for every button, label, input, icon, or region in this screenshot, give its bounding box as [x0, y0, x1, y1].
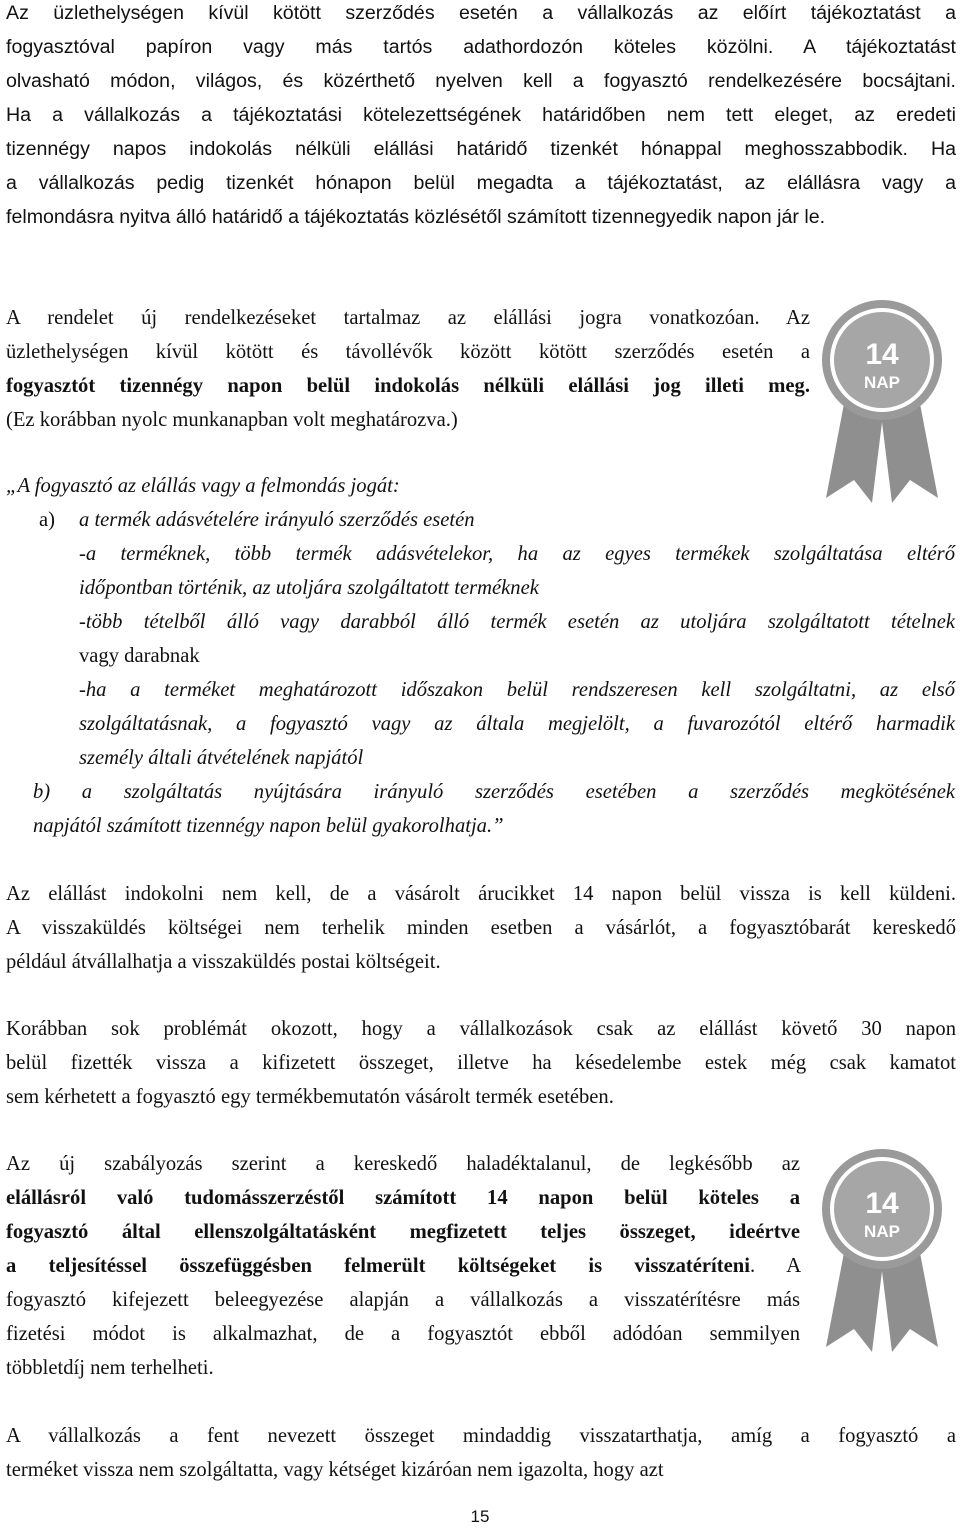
text-line: (Ez korábban nyolc munkanapban volt meghatározva.) — [6, 409, 458, 431]
paragraph-withhold-amount — [6, 1419, 956, 1487]
text-line: vagy darabnak — [79, 645, 200, 667]
text-line: Az elállást indokolni nem kell, de a vásárolt árucikket 14 napon belül vissza is kell küldeni. — [6, 883, 956, 905]
text-line: szolgáltatásnak, a fogyasztó vagy az általa megjelölt, a fuvarozótól eltérő harmadik — [79, 713, 955, 735]
rosette-icon — [812, 298, 952, 508]
text-tail: . A — [749, 1255, 800, 1277]
quote-b — [33, 775, 955, 843]
text-line: A vállalkozás a fent nevezett összeget mindaddig visszatarthatja, amíg a fogyasztó a — [6, 1425, 956, 1447]
paragraph-previous-problems — [6, 1012, 956, 1114]
badge-number: 14 — [865, 338, 899, 371]
badge-label: NAP — [864, 1222, 900, 1241]
rosette-icon — [812, 1147, 952, 1357]
bold-text: fogyasztót tizennégy napon belül indokolás nélküli elállási jog illeti meg. — [6, 375, 810, 397]
text-line: fizetési módot is alkalmazhat, de a fogyasztót ebből adódóan semmilyen — [6, 1323, 800, 1345]
14-day-badge-2 — [812, 1147, 952, 1357]
quote-a-marker: a) — [39, 509, 55, 531]
text-line: olvasható módon, világos, és közérthető nyelven kell a fogyasztó rendelkezésére bocsájtani. — [6, 70, 956, 92]
text-line-bold — [6, 1221, 800, 1243]
text-line: A visszaküldés költségei nem terhelik minden esetben a vásárlót, a fogyasztóbarát kereskedő — [6, 917, 956, 939]
text-line-bold — [6, 375, 810, 397]
bold-text: a teljesítéssel összefüggésben felmerült költségeket is visszatéríteni — [6, 1255, 750, 1277]
badge-label: NAP — [864, 373, 900, 392]
text-line: Az új szabályozás szerint a kereskedő haladéktalanul, de legkésőbb az — [6, 1153, 800, 1175]
text-line: belül fizették vissza a kifizetett összeget, illetve ha késedelembe estek még csak kamatot — [6, 1052, 956, 1074]
paragraph-return-costs — [6, 877, 956, 979]
badge-number: 14 — [865, 1187, 899, 1220]
text-line: Az üzlethelységen kívül kötött szerződés esetén a vállalkozás az előírt tájékoztatást a — [6, 2, 956, 24]
text-line: terméket vissza nem szolgáltatta, vagy kétséget kizáróan nem igazolta, hogy azt — [6, 1459, 664, 1481]
quote-a3 — [79, 673, 955, 775]
text-line: időpontban történik, az utoljára szolgáltatott terméknek — [79, 577, 539, 599]
quote-a-text: a termék adásvételére irányuló szerződés esetén — [79, 509, 475, 531]
text-line: felmondásra nyitva álló határidő a tájékoztatás közlésétől számított tizennegyedik napon jár — [6, 206, 799, 228]
text-line: a vállalkozás pedig tizenkét hónapon belül megadta a tájékoztatást, az elállásra vagy a — [6, 172, 956, 194]
paragraph-new-rules — [6, 301, 810, 437]
text-line-mixed — [6, 1255, 800, 1277]
text-line: Ha a vállalkozás a tájékoztatási kötelezettségének határidőben nem tett eleget, az eredeti — [6, 104, 956, 126]
page-number: 15 — [470, 1507, 490, 1526]
text-line: le. — [804, 206, 826, 228]
paragraph-refund-rules — [6, 1147, 800, 1385]
text-line: b) a szolgáltatás nyújtására irányuló szerződés esetében a szerződés megkötésének — [33, 781, 955, 803]
text-line: többletdíj nem terhelheti. — [6, 1357, 214, 1379]
text-line-bold — [6, 1187, 800, 1209]
quote-a1 — [79, 537, 955, 605]
text-line: napjától számított tizennégy napon belül gyakorolhatja.” — [33, 815, 504, 837]
paragraph-info-obligation — [6, 0, 956, 234]
quote-intro: „A fogyasztó az elállás vagy a felmondás jogát: — [6, 475, 400, 497]
text-line: üzlethelységen kívül kötött és távollévők között kötött szerződés esetén a — [6, 341, 810, 363]
text-line: A rendelet új rendelkezéseket tartalmaz az elállási jogra vonatkozóan. Az — [6, 307, 810, 329]
text-line: Korábban sok problémát okozott, hogy a vállalkozások csak az elállást követő 30 napon — [6, 1018, 956, 1040]
text-line: sem kérhetett a fogyasztó egy termékbemutatón vásárolt termék esetében. — [6, 1086, 614, 1108]
text-line: -a terméknek, több termék adásvételekor, ha az egyes termékek szolgáltatása eltérő — [79, 543, 955, 565]
text-line: -ha a terméket meghatározott időszakon belül rendszeresen kell szolgáltatni, az első — [79, 679, 955, 701]
text-line: tizennégy napos indokolás nélküli elállási határidő tizenkét hónappal meghosszabbodik. Ha — [6, 138, 956, 160]
quote-a2 — [79, 605, 955, 673]
bold-text: elállásról való tudomásszerzéstől számított 14 napon belül köteles a — [6, 1187, 800, 1209]
text-line: fogyasztóval papíron vagy más tartós adathordozón köteles közölni. A tájékoztatást — [6, 36, 956, 58]
text-line: személy általi átvételének napjától — [79, 747, 364, 769]
14-day-badge-1 — [812, 298, 952, 508]
bold-text: fogyasztó által ellenszolgáltatásként megfizetett teljes összeget, ideértve — [6, 1221, 800, 1243]
text-line: -több tételből álló vagy darabból álló termék esetén az utoljára szolgáltatott tételnek — [79, 611, 955, 633]
text-line: például átvállalhatja a visszaküldés postai költségeit. — [6, 951, 441, 973]
text-line: fogyasztó kifejezett beleegyezése alapján a vállalkozás a visszatérítésre más — [6, 1289, 800, 1311]
